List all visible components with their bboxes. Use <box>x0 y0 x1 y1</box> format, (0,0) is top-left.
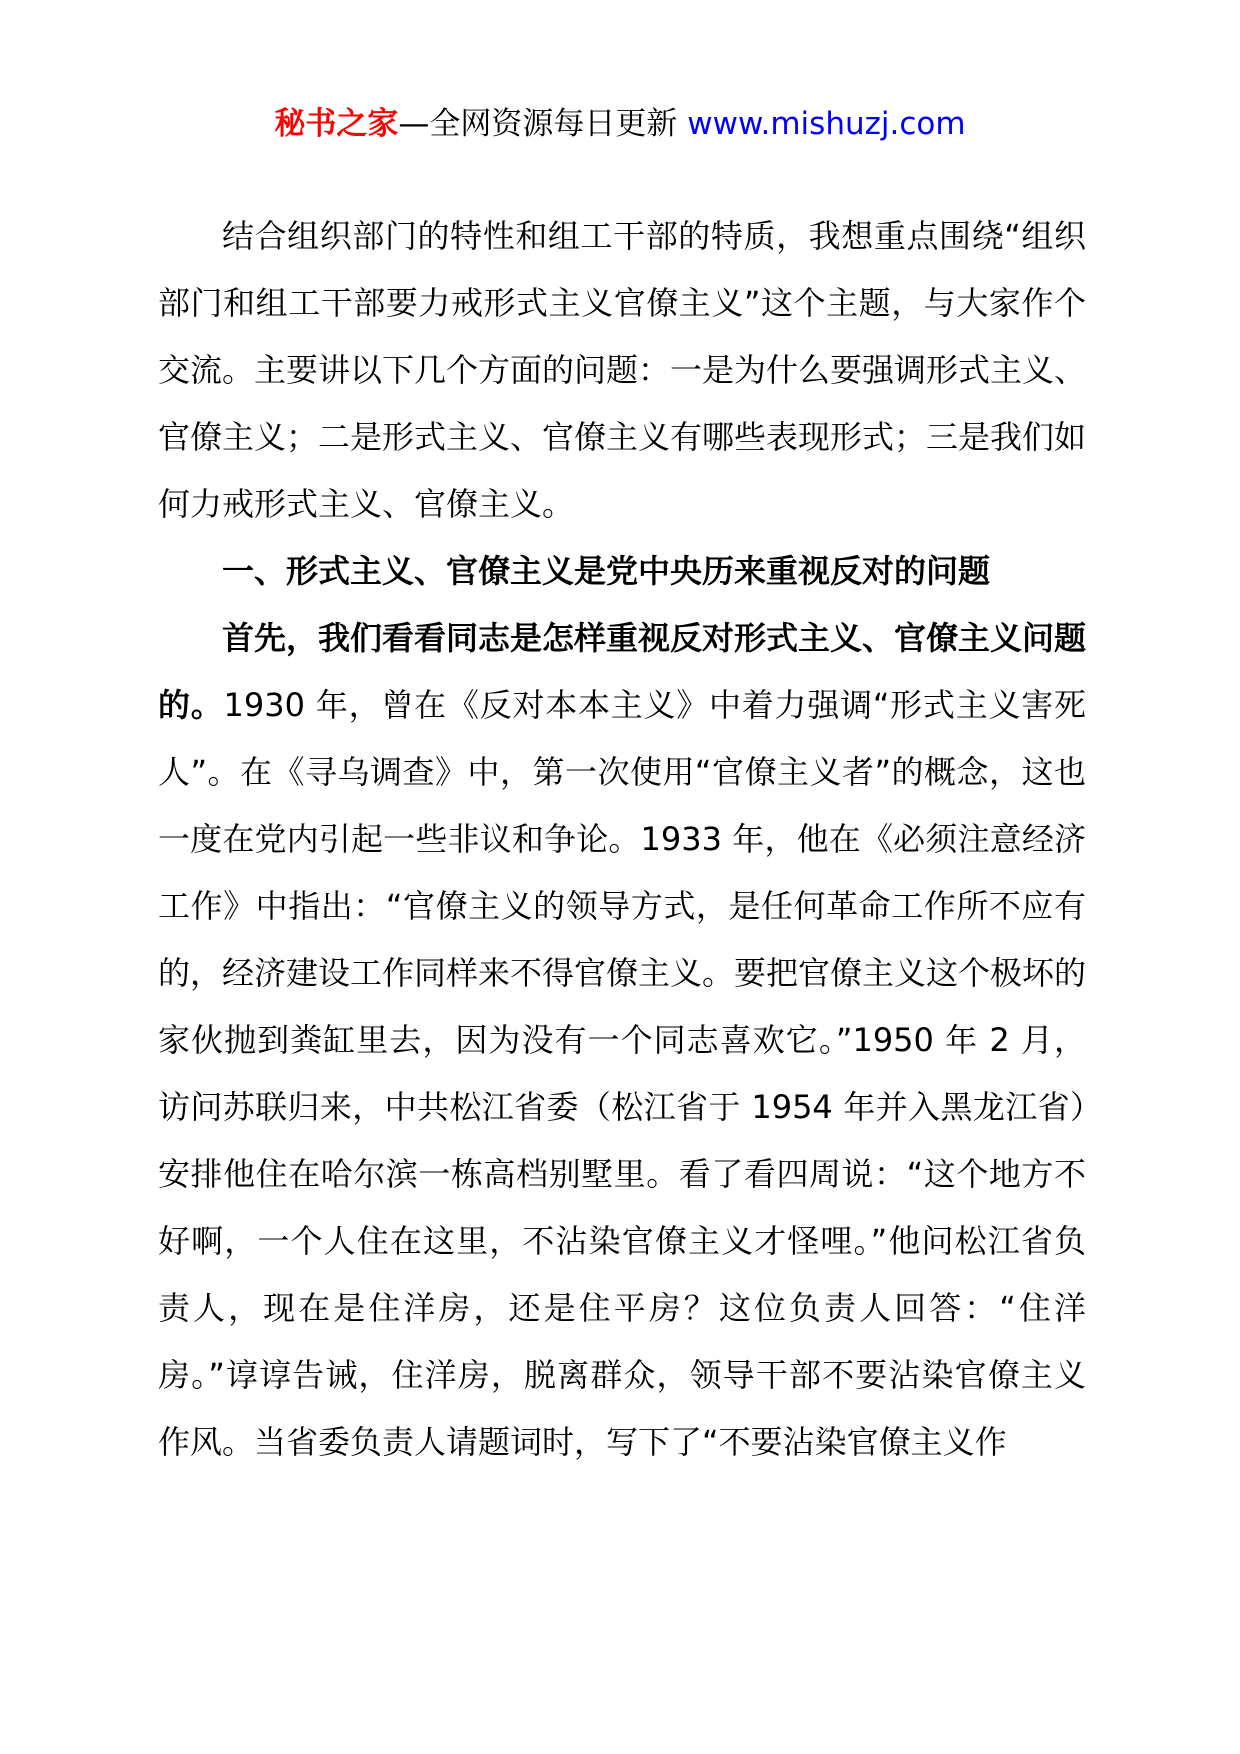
site-url[interactable]: www.mishuzj.com <box>687 106 966 142</box>
intro-paragraph: 结合组织部门的特性和组工干部的特质，我想重点围绕“组织部门和组工干部要力戒形式主义官僚主义”这个主题，与大家作个交流。主要讲以下几个方面的问题：一是为什么要强调形式主义、官僚主义；二是形式主义、官僚主义有哪些表现形式；三是我们如何力戒形式主义、官僚主义。 <box>158 217 1087 523</box>
header-tagline: —全网资源每日更新 <box>398 106 688 142</box>
paragraph-text: 1930 年，曾在《反对本本主义》中着力强调“形式主义害死人”。在《寻乌调查》中，第一次使用“官僚主义者”的概念，这也一度在党内引起一些非议和争论。1933 年，他在《必须注意经济工作》中指出：“官僚主义的领导方式，是任何革命工作所不应有的，经济建设工作同样来不得官僚主义。要把官僚主义这个极坏的家伙抛到粪缸里去，因为没有一个同志喜欢它。”1950 年 2 月，访问苏联归来，中共松江省委（松江省于 1954 年并入黑龙江省）安排他住在哈尔滨一栋高档别墅里。看了看四周说：“这个地方不好啊，一个人住在这里，不沾染官僚主义才怪哩。”他问松江省负责人，现在是住洋房，还是住平房？这位负责人回答：“住洋房。”谆谆告诫，住洋房，脱离群众，领导干部不要沾染官僚主义作风。当省委负责人请题词时，写下了“不要沾染官僚主义作 <box>158 686 1087 1461</box>
body-paragraph <box>158 605 1086 1476</box>
section-heading: 一、形式主义、官僚主义是党中央历来重视反对的问题 <box>222 552 991 590</box>
site-header <box>0 100 1240 148</box>
document-body <box>158 203 1086 1476</box>
brand-name: 秘书之家 <box>274 106 399 142</box>
paragraph-lead: 首先，我们看看同志是怎样重视反对形式主义、官僚主义问题的。 <box>158 619 1087 724</box>
